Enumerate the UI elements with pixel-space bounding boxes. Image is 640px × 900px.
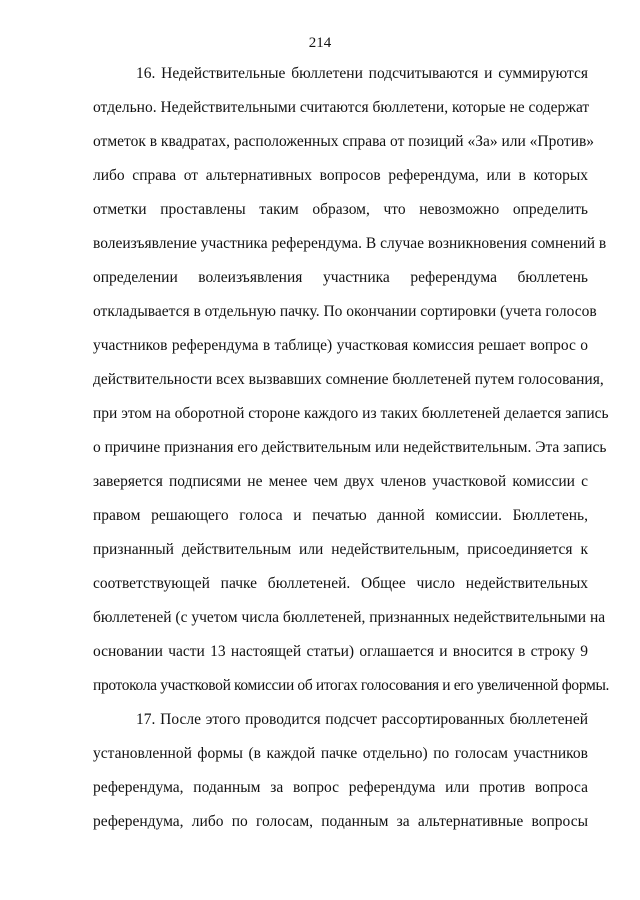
text-line: установленной формы (в каждой пачке отдельно) по голосам участников	[93, 745, 588, 762]
text-line: протокола участковой комиссии об итогах голосования и его увеличенной формы.	[93, 677, 610, 694]
text-line: при этом на оборотной стороне каждого из таких бюллетеней делается запись	[93, 405, 609, 422]
text-line: волеизъявление участника референдума. В случае возникновения сомнений в	[93, 235, 607, 252]
text-line: бюллетеней (с учетом числа бюллетеней, признанных недействительными на	[93, 609, 606, 626]
text-line: заверяется подписями не менее чем двух членов участковой комиссии с	[93, 473, 588, 490]
text-line: признанный действительным или недействительным, присоединяется к	[93, 541, 588, 558]
document-body	[93, 57, 610, 839]
page-number: 214	[308, 35, 332, 51]
text-line: либо справа от альтернативных вопросов референдума, или в которых	[93, 167, 588, 184]
text-line: определении волеизъявления участника референдума бюллетень	[93, 269, 588, 286]
text-line: участников референдума в таблице) участковая комиссия решает вопрос о	[93, 337, 588, 354]
text-line: откладывается в отдельную пачку. По окончании сортировки (учета голосов	[93, 303, 597, 320]
text-line: отдельно. Недействительными считаются бюллетени, которые не содержат	[93, 99, 590, 116]
text-line: соответствующей пачке бюллетеней. Общее число недействительных	[93, 575, 588, 592]
text-line: правом решающего голоса и печатью данной комиссии. Бюллетень,	[93, 507, 588, 524]
text-line: основании части 13 настоящей статьи) оглашается и вносится в строку 9	[93, 643, 588, 660]
text-line: референдума, поданным за вопрос референдума или против вопроса	[93, 779, 588, 796]
paragraph-17	[93, 703, 588, 839]
text-line: действительности всех вызвавших сомнение бюллетеней путем голосования,	[93, 371, 604, 388]
text-line: о причине признания его действительным или недействительным. Эта запись	[93, 439, 607, 456]
text-line: референдума, либо по голосам, поданным за альтернативные вопросы	[93, 813, 588, 830]
paragraph-16	[93, 57, 610, 703]
text-line: 16. Недействительные бюллетени подсчитываются и суммируются	[136, 65, 588, 82]
text-line: отметки проставлены таким образом, что невозможно определить	[93, 201, 588, 218]
text-line: 17. После этого проводится подсчет рассортированных бюллетеней	[136, 711, 588, 728]
text-line: отметок в квадратах, расположенных справа от позиций «За» или «Против»	[93, 133, 595, 150]
